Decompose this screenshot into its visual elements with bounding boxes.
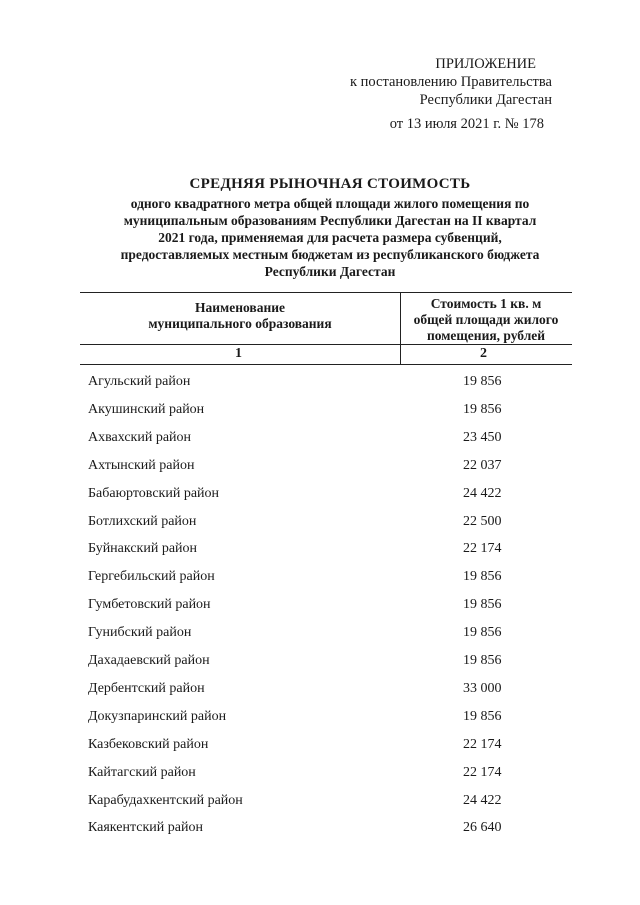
cost-value: 22 174 <box>463 736 502 752</box>
municipality-name: Агульский район <box>88 374 191 389</box>
municipality-name: Буйнакский район <box>88 541 198 557</box>
table-row <box>80 480 572 508</box>
title-subtitle-line: предоставляемых местным бюджетам из республиканского бюджета <box>120 247 540 262</box>
title-main: СРЕДНЯЯ РЫНОЧНАЯ СТОИМОСТЬ <box>189 176 471 192</box>
table-row <box>80 731 572 759</box>
table-row <box>80 814 572 842</box>
table-row <box>80 452 572 480</box>
municipality-name: Дербентский район <box>88 680 205 696</box>
cost-value: 19 856 <box>463 708 502 724</box>
municipality-name: Акушинский район <box>88 401 205 417</box>
cost-value: 33 000 <box>463 680 502 696</box>
municipality-name: Казбековский район <box>88 736 209 752</box>
cost-value: 19 856 <box>463 569 502 585</box>
cost-value: 24 422 <box>463 792 502 808</box>
table-row <box>80 563 572 591</box>
table-row <box>80 424 572 452</box>
municipality-name: Дахадаевский район <box>88 653 210 668</box>
cost-value: 22 037 <box>463 457 502 473</box>
table-row <box>80 619 572 647</box>
title-subtitle-line: Республики Дагестан <box>264 264 396 279</box>
municipality-name: Ахтынский район <box>88 457 195 473</box>
cost-value: 19 856 <box>463 374 502 389</box>
resolution-line: к постановлению Правительства <box>350 74 552 90</box>
table-header-divider <box>80 344 572 345</box>
title-subtitle-line: муниципальным образованиям Республики Дагестан на II квартал <box>123 213 537 228</box>
cost-value: 22 174 <box>463 764 502 780</box>
column-number-2: 2 <box>480 346 487 361</box>
cost-value: 26 640 <box>463 820 502 836</box>
municipality-name: Докузпаринский район <box>88 708 227 724</box>
cost-value: 24 422 <box>463 485 502 501</box>
table-row <box>80 508 572 536</box>
title-subtitle-line: 2021 года, применяемая для расчета размера субвенций, <box>158 230 502 245</box>
municipality-name: Гумбетовский район <box>88 597 211 613</box>
title-subtitle-line: одного квадратного метра общей площади жилого помещения по <box>130 196 530 211</box>
cost-value: 23 450 <box>463 429 502 445</box>
table-top-border <box>80 292 572 293</box>
document-title <box>80 176 580 280</box>
cost-value: 19 856 <box>463 401 502 417</box>
column-header-cost <box>400 296 572 344</box>
cost-value: 19 856 <box>463 597 502 613</box>
cost-value: 19 856 <box>463 653 502 668</box>
table-row <box>80 368 572 396</box>
appendix-label: ПРИЛОЖЕНИЕ <box>435 56 536 72</box>
table-row <box>80 591 572 619</box>
table-row <box>80 647 572 675</box>
cost-value: 22 500 <box>463 513 502 529</box>
table-row <box>80 703 572 731</box>
column-header-name-line: Наименование <box>195 300 285 315</box>
column-header-cost-line: помещения, рублей <box>426 328 546 343</box>
title-subtitle <box>80 195 580 280</box>
appendix-header <box>350 55 552 133</box>
column-number-1: 1 <box>235 346 242 361</box>
table-row <box>80 759 572 787</box>
cost-value: 22 174 <box>463 541 502 557</box>
cost-value: 19 856 <box>463 625 502 641</box>
resolution-date: от 13 июля 2021 г. № 178 <box>389 116 544 132</box>
municipality-name: Ахвахский район <box>88 429 192 445</box>
column-header-cost-line: Стоимость 1 кв. м <box>430 296 542 311</box>
municipality-name: Бабаюртовский район <box>88 485 220 501</box>
table-row <box>80 535 572 563</box>
column-header-cost-line: общей площади жилого <box>413 312 559 327</box>
municipality-name: Кайтагский район <box>88 764 196 780</box>
republic-line: Республики Дагестан <box>419 92 552 108</box>
municipality-name: Ботлихский район <box>88 513 197 529</box>
municipality-name: Каякентский район <box>88 820 203 836</box>
table-row <box>80 787 572 815</box>
column-header-name <box>80 300 400 332</box>
municipality-name: Гунибский район <box>88 625 192 641</box>
municipality-name: Гергебильский район <box>88 569 215 585</box>
municipality-name: Карабудахкентский район <box>88 792 243 808</box>
table-row <box>80 396 572 424</box>
table-row <box>80 675 572 703</box>
column-header-name-line: муниципального образования <box>148 316 332 331</box>
table-number-divider <box>80 364 572 365</box>
